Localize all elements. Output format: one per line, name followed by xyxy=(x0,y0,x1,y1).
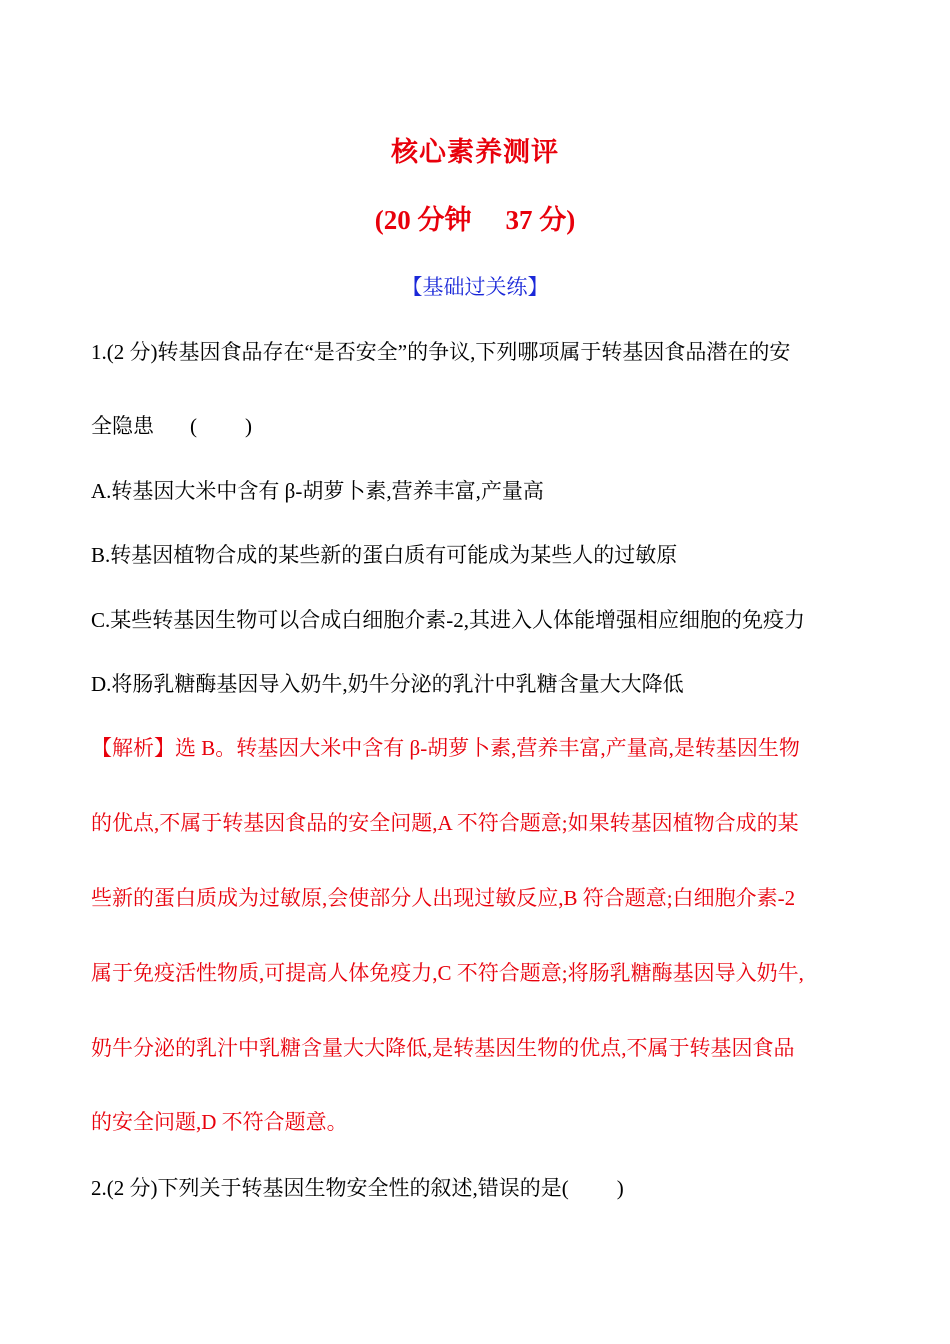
option-d: D.将肠乳糖酶基因导入奶牛,奶牛分泌的乳汁中乳糖含量大大降低 xyxy=(91,672,684,696)
analysis-line-3: 些新的蛋白质成为过敏原,会使部分人出现过敏反应,B 符合题意;白细胞介素-2 xyxy=(91,886,796,910)
subtitle-time: (20 分钟 xyxy=(374,205,472,235)
question-1-stem-line-2 xyxy=(91,411,861,441)
analysis-line-5: 奶牛分泌的乳汁中乳糖含量大大降低,是转基因生物的优点,不属于转基因食品 xyxy=(91,1036,795,1060)
answer-paren-open: ( xyxy=(561,1176,569,1200)
analysis-line-1: 【解析】选 B。转基因大米中含有 β-胡萝卜素,营养丰富,产量高,是转基因生物 xyxy=(91,736,800,760)
question-1-stem-line-1: 1.(2 分)转基因食品存在“是否安全”的争议,下列哪项属于转基因食品潜在的安 xyxy=(91,340,791,364)
analysis-line-2: 的优点,不属于转基因食品的安全问题,A 不符合题意;如果转基因植物合成的某 xyxy=(91,811,799,835)
question-2-stem-text: 2.(2 分)下列关于转基因生物安全性的叙述,错误的是 xyxy=(91,1176,562,1200)
answer-paren-open: ( xyxy=(190,414,197,438)
answer-paren-close: ) xyxy=(616,1176,624,1200)
question-2-stem xyxy=(91,1173,861,1203)
analysis-line-6: 的安全问题,D 不符合题意。 xyxy=(91,1110,348,1134)
analysis-line-4: 属于免疫活性物质,可提高人体免疫力,C 不符合题意;将肠乳糖酶基因导入奶牛, xyxy=(91,961,804,985)
section-heading: 【基础过关练】 xyxy=(401,275,549,299)
page-subtitle xyxy=(0,198,950,237)
subtitle-score: 37 分) xyxy=(505,205,576,235)
page-title: 核心素养测评 xyxy=(391,137,559,167)
option-a: A.转基因大米中含有 β-胡萝卜素,营养丰富,产量高 xyxy=(91,479,544,503)
option-c: C.某些转基因生物可以合成白细胞介素-2,其进入人体能增强相应细胞的免疫力 xyxy=(91,608,805,632)
question-1-stem-tail: 全隐患 xyxy=(91,414,154,438)
answer-paren-close: ) xyxy=(245,414,252,438)
option-b: B.转基因植物合成的某些新的蛋白质有可能成为某些人的过敏原 xyxy=(91,543,678,567)
